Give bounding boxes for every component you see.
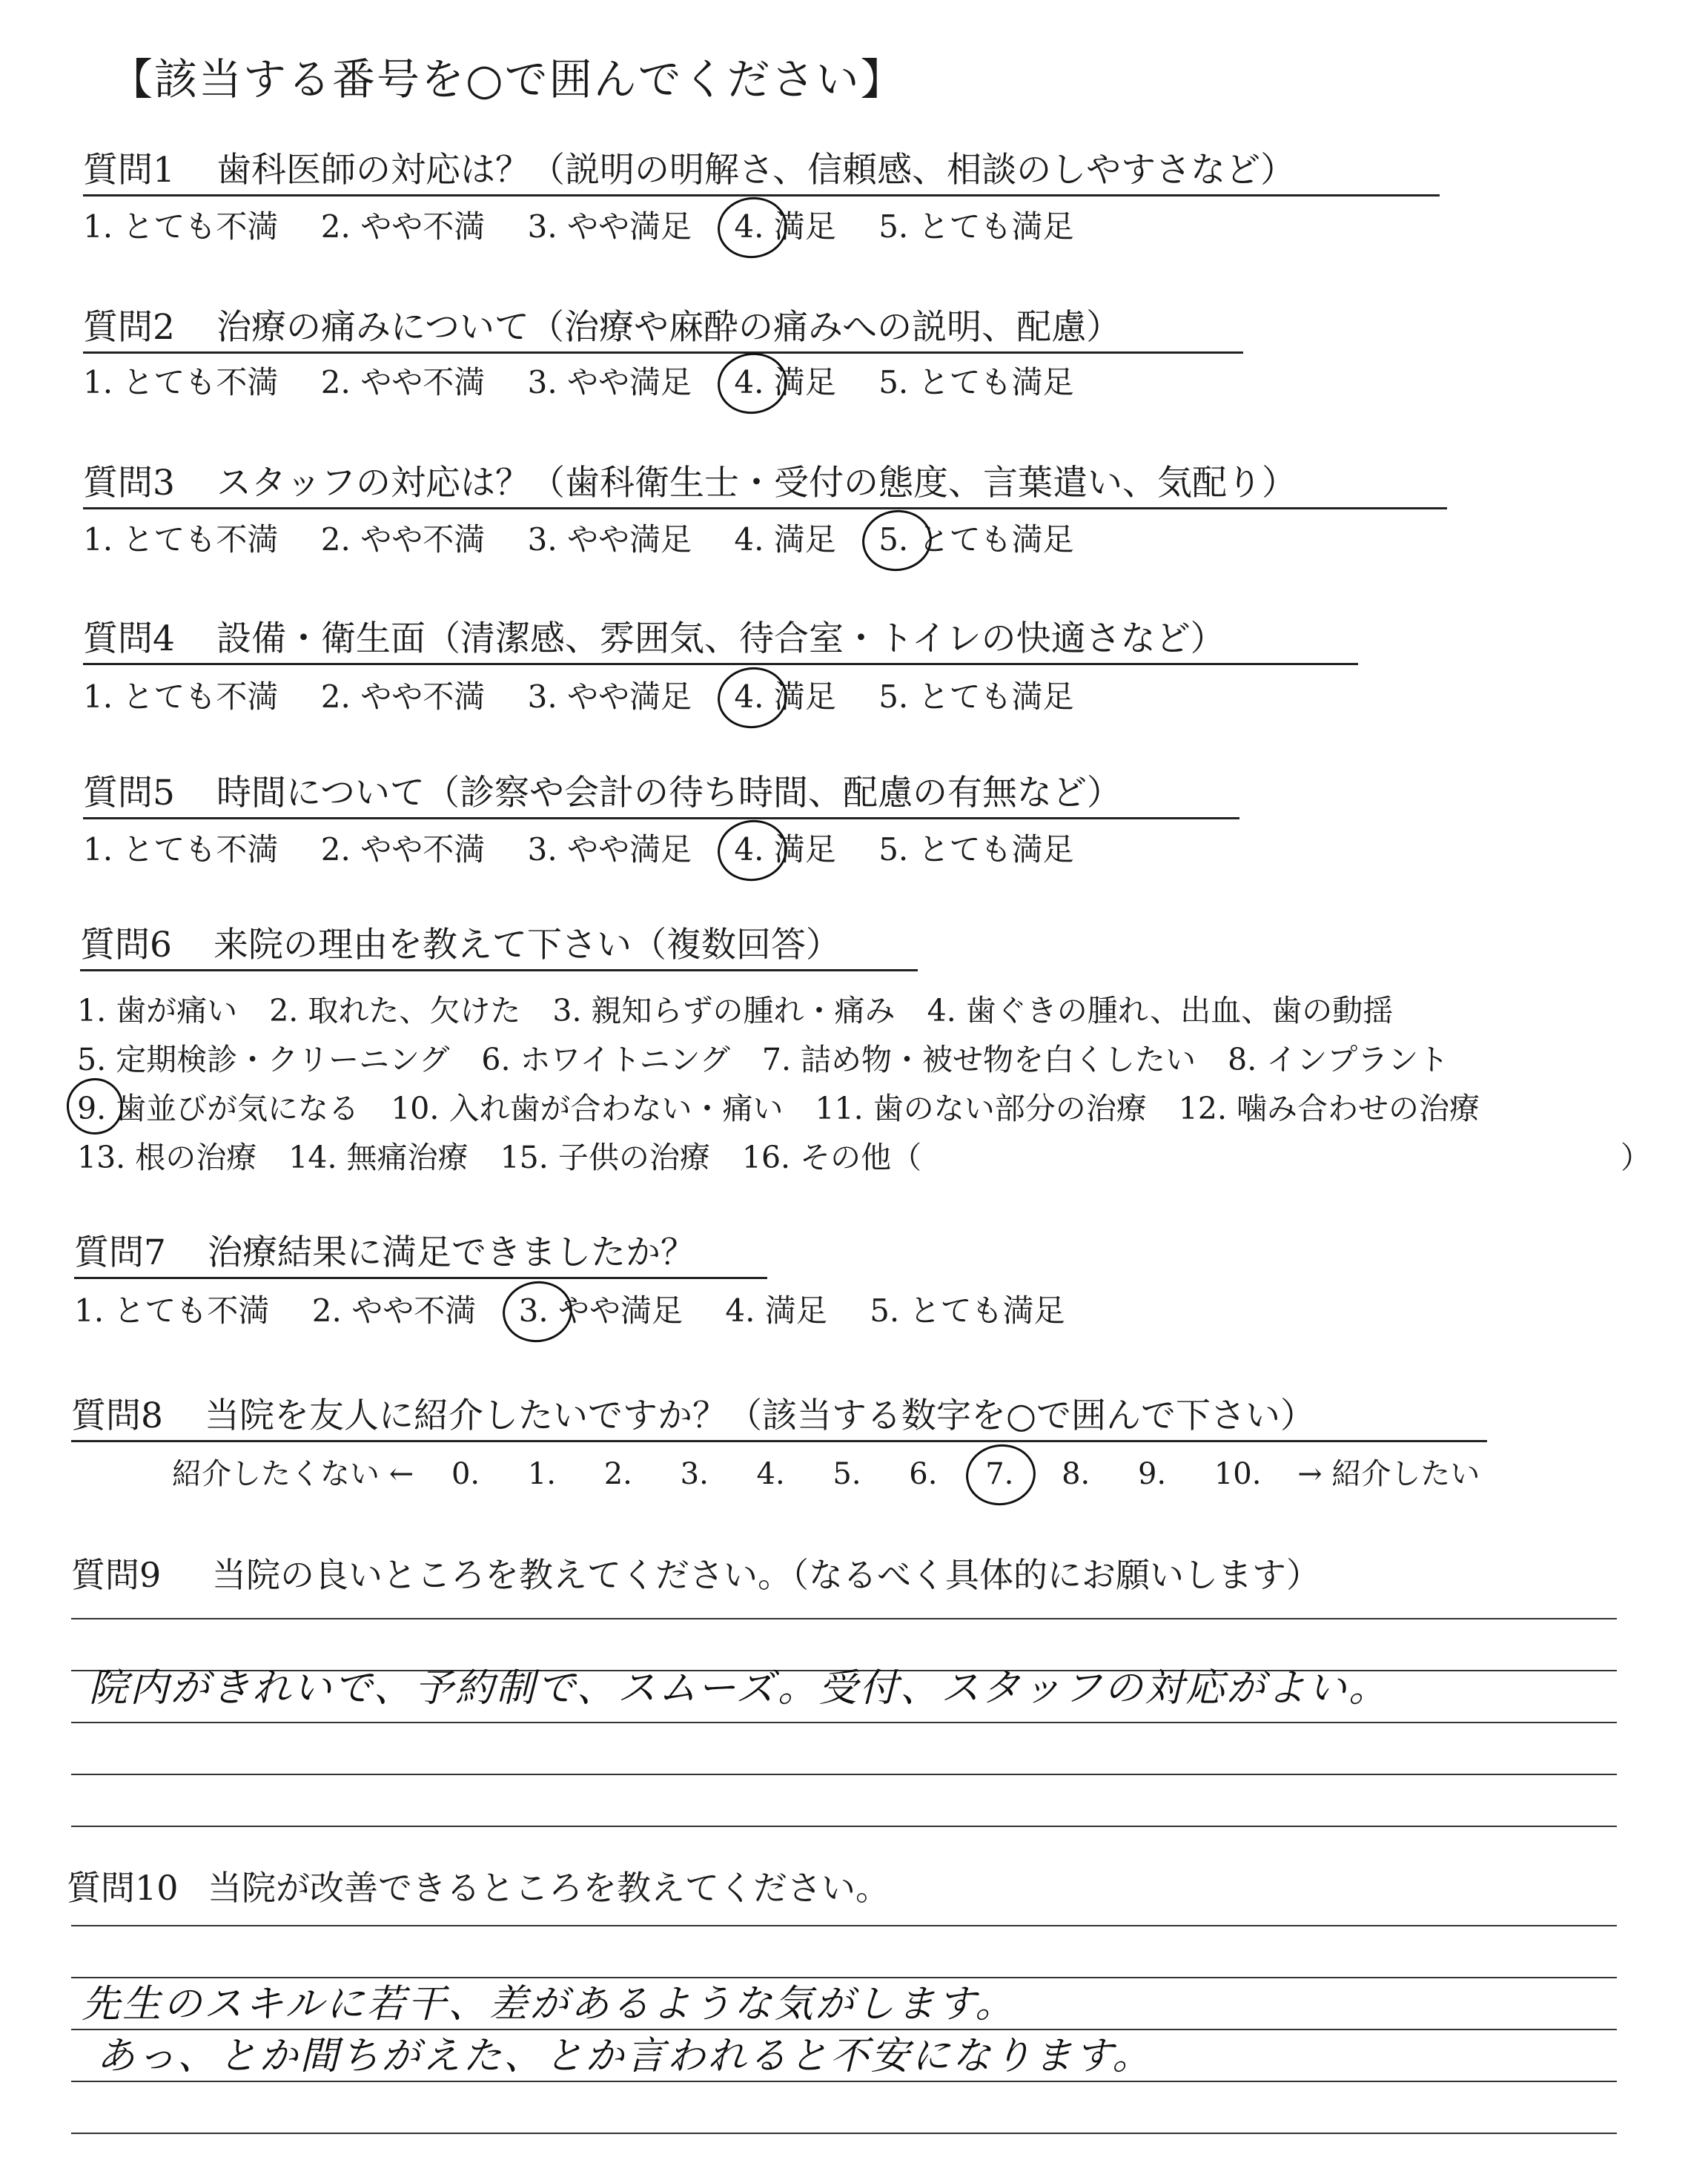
question-1-number: 質問1 xyxy=(83,150,175,191)
q6-row-3 xyxy=(77,1084,1502,1133)
q1-option-5[interactable]: 5. とても満足 xyxy=(878,208,1074,245)
q7-option-5[interactable]: 5. とても満足 xyxy=(870,1292,1065,1329)
q5-option-3[interactable]: 3. やや満足 xyxy=(527,831,692,868)
q8-option-4[interactable]: 4. xyxy=(756,1457,785,1491)
question-3-options xyxy=(83,519,1107,561)
question-6-text: 来院の理由を教えて下さい（複数回答） xyxy=(214,925,841,965)
q4-option-1[interactable]: 1. とても不満 xyxy=(83,678,279,715)
q4-option-4-label: 4. 満足 xyxy=(734,678,836,715)
question-5-heading xyxy=(83,771,1239,819)
q2-option-3[interactable]: 3. やや満足 xyxy=(527,364,692,400)
q3-option-3[interactable]: 3. やや満足 xyxy=(527,521,692,558)
q7-option-4[interactable]: 4. 満足 xyxy=(725,1292,827,1329)
question-10-number: 質問10 xyxy=(67,1868,179,1908)
q5-option-5[interactable]: 5. とても満足 xyxy=(878,831,1074,868)
question-9-heading xyxy=(71,1548,1320,1597)
question-6-number: 質問6 xyxy=(80,925,172,965)
q6-option-16[interactable]: 16. その他（ xyxy=(741,1140,922,1175)
q2-option-4-label: 4. 満足 xyxy=(734,364,836,400)
q1-option-1[interactable]: 1. とても不満 xyxy=(83,208,279,245)
question-3-heading xyxy=(83,461,1447,509)
q6-option-7[interactable]: 7. 詰め物・被せ物を白くしたい xyxy=(761,1042,1196,1077)
q3-selected-circle xyxy=(858,506,936,575)
q8-right-label: → 紹介したい xyxy=(1297,1457,1480,1491)
q6-row-2 xyxy=(77,1035,1502,1084)
question-10-text: 当院が改善できるところを教えてください。 xyxy=(208,1868,890,1908)
q4-option-3[interactable]: 3. やや満足 xyxy=(527,678,692,715)
q6-option-15[interactable]: 15. 子供の治療 xyxy=(500,1140,710,1175)
question-5-number: 質問5 xyxy=(83,773,175,813)
q8-option-2[interactable]: 2. xyxy=(603,1457,632,1491)
q5-option-4-label: 4. 満足 xyxy=(734,831,836,868)
q3-option-5-label: 5. とても満足 xyxy=(878,521,1074,558)
q4-option-5[interactable]: 5. とても満足 xyxy=(878,678,1074,715)
question-2-number: 質問2 xyxy=(83,307,175,348)
q6-selected-circle xyxy=(63,1074,127,1138)
q8-selected-circle xyxy=(962,1440,1039,1510)
question-2-options xyxy=(83,362,1107,403)
q3-option-5[interactable] xyxy=(878,519,1073,561)
q2-selected-circle xyxy=(714,349,791,418)
q7-option-2[interactable]: 2. やや不満 xyxy=(311,1292,477,1329)
question-4-text: 設備・衛生面（清潔感、雰囲気、待合室・トイレの快適さなど） xyxy=(216,618,1225,659)
q6-option-6[interactable]: 6. ホワイトニング xyxy=(481,1042,730,1077)
q10-answer-line-5 xyxy=(71,2133,1617,2134)
question-6-heading xyxy=(80,923,918,971)
q8-option-8[interactable]: 8. xyxy=(1062,1457,1090,1491)
q10-answer-line-1 xyxy=(71,1925,1617,1926)
question-8-text: 当院を友人に紹介したいですか？（該当する数字を○で囲んで下さい） xyxy=(205,1396,1316,1436)
question-2-text: 治療の痛みについて（治療や麻酔の痛みへの説明、配慮） xyxy=(216,307,1122,348)
question-3-number: 質問3 xyxy=(83,463,175,503)
q7-option-3-label: 3. やや満足 xyxy=(518,1292,683,1329)
question-5-text: 時間について（診察や会計の待ち時間、配慮の有無など） xyxy=(216,773,1122,813)
question-5-options xyxy=(83,829,1107,871)
question-7-heading xyxy=(74,1231,767,1279)
q1-option-4-label: 4. 満足 xyxy=(734,208,836,245)
q9-answer-line-1 xyxy=(71,1618,1617,1619)
q6-option-3[interactable]: 3. 親知らずの腫れ・痛み xyxy=(552,993,896,1028)
q4-option-4[interactable] xyxy=(734,676,835,718)
q9-answer-line-4 xyxy=(71,1774,1617,1775)
question-3-text: スタッフの対応は？（歯科衛生士・受付の態度、言葉遣い、気配り） xyxy=(216,463,1297,503)
q10-handwritten-answer-line-2[interactable]: あっ、とか間ちがえた、とか言われると不安になります。 xyxy=(96,2034,1153,2078)
q6-option-4[interactable]: 4. 歯ぐきの腫れ、出血、歯の動揺 xyxy=(927,993,1394,1028)
q6-row-1 xyxy=(77,986,1502,1035)
q9-handwritten-answer[interactable]: 院内がきれいで、予約制で、スムーズ。受付、スタッフの対応がよい。 xyxy=(89,1666,1390,1711)
question-4-heading xyxy=(83,617,1358,665)
question-7-options xyxy=(74,1290,1098,1332)
q6-option-10[interactable]: 10. 入れ歯が合わない・痛い xyxy=(391,1091,784,1126)
q2-option-2[interactable]: 2. やや不満 xyxy=(320,364,486,400)
question-6-options xyxy=(77,986,1502,1182)
q8-option-3[interactable]: 3. xyxy=(680,1457,709,1491)
q6-other-close-paren: ） xyxy=(1621,1140,1651,1175)
page-title: 【該当する番号を○で囲んでください】 xyxy=(110,54,905,105)
q2-option-1[interactable]: 1. とても不満 xyxy=(83,364,279,400)
q5-option-2[interactable]: 2. やや不満 xyxy=(320,831,486,868)
q9-answer-line-3 xyxy=(71,1722,1617,1723)
q9-answer-line-5 xyxy=(71,1826,1617,1827)
q6-option-2[interactable]: 2. 取れた、欠けた xyxy=(269,993,521,1028)
question-9-text: 当院の良いところを教えてください。（なるべく具体的にお願いします） xyxy=(212,1555,1320,1595)
q6-option-8[interactable]: 8. インプラント xyxy=(1228,1042,1449,1077)
q6-option-9[interactable] xyxy=(77,1084,359,1133)
question-10-heading xyxy=(67,1861,890,1910)
q10-handwritten-answer-line-1[interactable]: 先生のスキルに若干、差があるような気がします。 xyxy=(82,1982,1016,2027)
q7-option-1[interactable]: 1. とても不満 xyxy=(74,1292,270,1329)
q6-option-12[interactable]: 12. 噛み合わせの治療 xyxy=(1178,1091,1480,1126)
q8-option-5[interactable]: 5. xyxy=(833,1457,861,1491)
q6-option-11[interactable]: 11. 歯のない部分の治療 xyxy=(815,1091,1147,1126)
q8-option-0[interactable]: 0. xyxy=(451,1457,480,1491)
q6-option-5[interactable]: 5. 定期検診・クリーニング xyxy=(77,1042,450,1077)
q5-option-1[interactable]: 1. とても不満 xyxy=(83,831,279,868)
q3-option-1[interactable]: 1. とても不満 xyxy=(83,521,279,558)
q1-option-3[interactable]: 3. やや満足 xyxy=(527,208,692,245)
q8-left-label: 紹介したくない ← xyxy=(172,1457,414,1491)
question-1-options xyxy=(83,206,1107,248)
q6-option-1[interactable]: 1. 歯が痛い xyxy=(77,993,238,1028)
question-1-text: 歯科医師の対応は？（説明の明解さ、信頼感、相談のしやすさなど） xyxy=(216,150,1296,191)
q4-option-2[interactable]: 2. やや不満 xyxy=(320,678,486,715)
question-4-number: 質問4 xyxy=(83,618,175,659)
q8-option-6[interactable]: 6. xyxy=(909,1457,938,1491)
q7-option-3[interactable] xyxy=(519,1290,683,1332)
question-9-number: 質問9 xyxy=(71,1555,162,1595)
q5-option-4[interactable] xyxy=(734,829,835,871)
q5-selected-circle xyxy=(714,816,791,885)
q3-option-2[interactable]: 2. やや不満 xyxy=(320,521,486,558)
question-8-scale xyxy=(172,1453,1480,1495)
q1-option-2[interactable]: 2. やや不満 xyxy=(320,208,486,245)
q8-option-7[interactable] xyxy=(985,1453,1013,1495)
q7-selected-circle xyxy=(498,1277,575,1347)
q8-option-7-label: 7. xyxy=(985,1457,1014,1491)
q6-option-13[interactable]: 13. 根の治療 xyxy=(77,1140,257,1175)
q3-option-4[interactable]: 4. 満足 xyxy=(734,521,836,558)
question-4-options xyxy=(83,676,1107,718)
question-7-number: 質問7 xyxy=(74,1232,166,1273)
q8-option-10[interactable]: 10. xyxy=(1214,1457,1262,1491)
q10-answer-line-4 xyxy=(71,2081,1617,2082)
q6-option-14[interactable]: 14. 無痛治療 xyxy=(288,1140,469,1175)
q8-option-9[interactable]: 9. xyxy=(1137,1457,1167,1491)
question-8-heading xyxy=(71,1394,1487,1442)
q1-selected-circle xyxy=(714,193,791,262)
question-8-number: 質問8 xyxy=(71,1396,163,1436)
q4-selected-circle xyxy=(714,663,791,733)
question-1-heading xyxy=(83,148,1440,196)
q6-row-4 xyxy=(77,1133,1502,1182)
q8-option-1[interactable]: 1. xyxy=(527,1457,557,1491)
q1-option-4[interactable] xyxy=(734,206,835,248)
q2-option-4[interactable] xyxy=(734,362,835,403)
question-7-text: 治療結果に満足できましたか？ xyxy=(208,1232,695,1273)
q2-option-5[interactable]: 5. とても満足 xyxy=(878,364,1074,400)
question-2-heading xyxy=(83,305,1243,354)
q6-option-9-label: 9. 歯並びが気になる xyxy=(77,1091,360,1126)
